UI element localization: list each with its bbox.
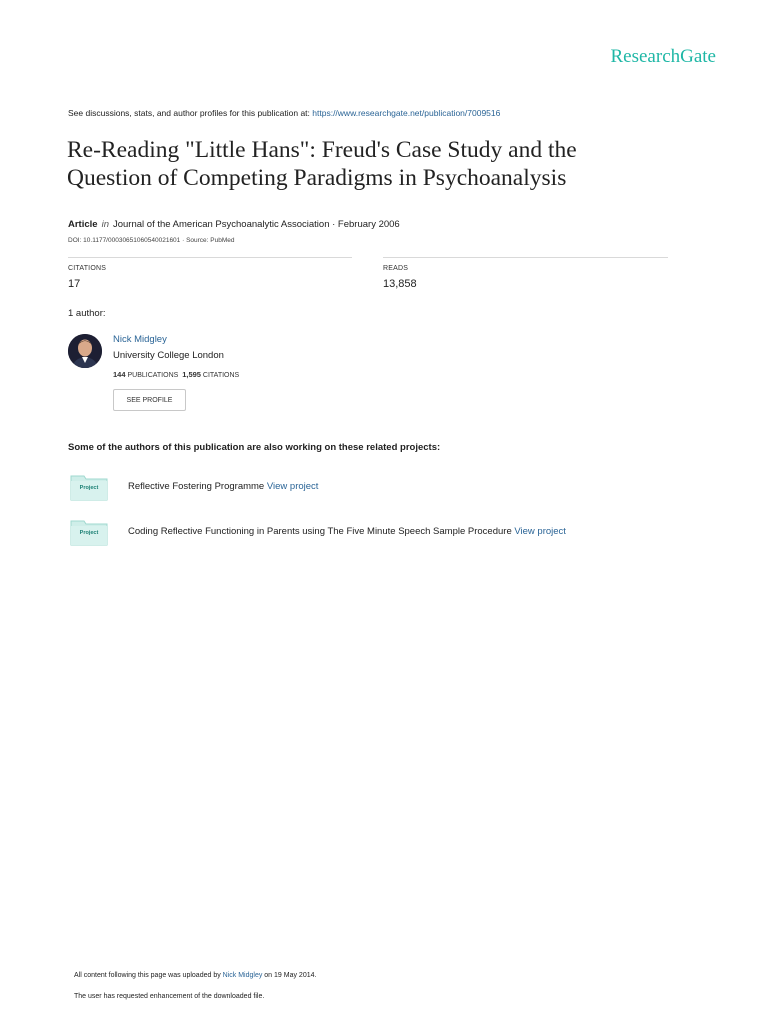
upload-note (74, 972, 316, 979)
researchgate-logo[interactable]: ResearchGate (610, 46, 716, 67)
project-item (128, 526, 566, 537)
paper-venue: Journal of the American Psychoanalytic Association · February 2006 (112, 219, 400, 230)
project-name: Coding Reflective Functioning in Parents using The Five Minute Speech Sample Procedure (128, 526, 512, 537)
author-publications-count: 144 (113, 370, 126, 379)
project-icon-label: Project (79, 530, 99, 536)
doi-line: DOI: 10.1177/00030651060540021601 · Source: PubMed (68, 237, 235, 244)
paper-kind: Article (68, 219, 98, 230)
uploader-link[interactable]: Nick Midgley (222, 972, 263, 979)
see-profile-button[interactable]: SEE PROFILE (113, 389, 186, 411)
view-project-link[interactable]: View project (266, 481, 319, 492)
reads-divider (383, 257, 668, 258)
view-project-link[interactable]: View project (514, 526, 566, 537)
reads-label: READS (383, 265, 409, 272)
author-name-link[interactable]: Nick Midgley (113, 334, 167, 345)
discussion-line (68, 108, 500, 118)
author-citations-count: 1,595 (182, 370, 201, 379)
author-publications-label: PUBLICATIONS (127, 372, 179, 379)
upload-note-suffix: on 19 May 2014. (262, 972, 317, 979)
paper-title-line-1: Re-Reading "Little Hans": Freud's Case Study and the (67, 137, 577, 163)
paper-meta (68, 219, 400, 230)
project-icon-label: Project (79, 485, 99, 491)
author-institution: University College London (113, 350, 224, 361)
citations-label: CITATIONS (68, 265, 107, 272)
publication-url-link[interactable]: https://www.researchgate.net/publication/7009516 (312, 108, 501, 118)
enhancement-note: The user has requested enhancement of the downloaded file. (74, 993, 265, 1000)
project-folder-icon (70, 473, 108, 501)
related-projects-heading: Some of the authors of this publication are also working on these related projects: (68, 442, 441, 453)
avatar[interactable] (68, 334, 102, 368)
project-folder-icon (70, 518, 108, 546)
paper-title-line-2: Question of Competing Paradigms in Psychoanalysis (67, 165, 567, 191)
project-item (128, 481, 318, 492)
paper-title (67, 136, 707, 192)
upload-note-prefix: All content following this page was uploaded by (74, 972, 223, 979)
project-name: Reflective Fostering Programme (128, 481, 265, 492)
author-citations-label: CITATIONS (202, 372, 240, 379)
authors-heading: 1 author: (68, 308, 106, 319)
reads-value: 13,858 (383, 278, 417, 290)
citations-value: 17 (68, 278, 81, 290)
discussion-prefix: See discussions, stats, and author profiles for this publication at: (68, 108, 313, 118)
citations-divider (68, 257, 352, 258)
author-stats (113, 370, 239, 379)
paper-in-word: in (101, 219, 109, 230)
